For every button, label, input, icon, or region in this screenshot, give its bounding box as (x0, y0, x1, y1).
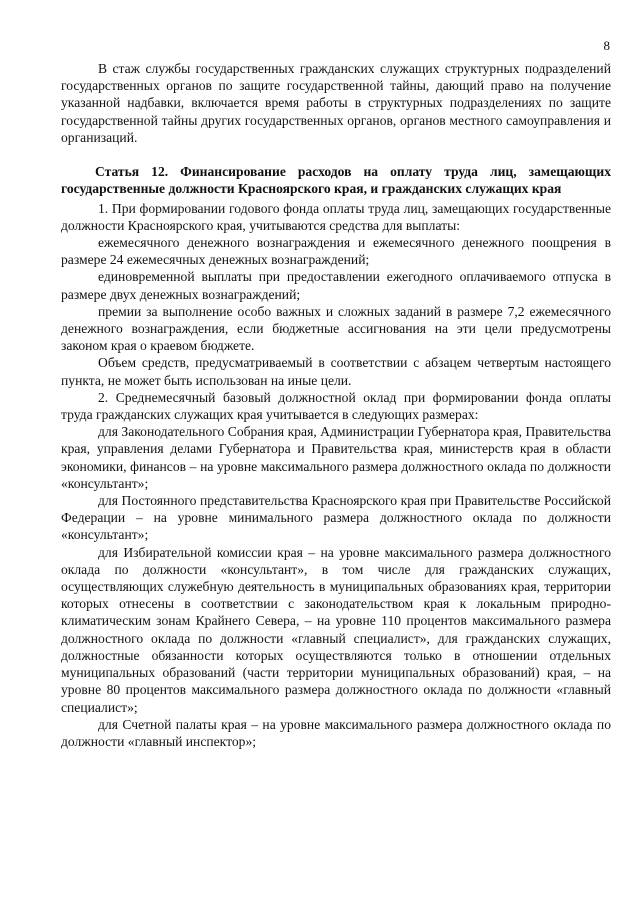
paragraph: для Законодательного Собрания края, Администрации Губернатора края, Правительства края, управления делами Губернатора и Правительства края, министерств края в области экономики, финансов – на уровне максимального размера должностного оклада по должности «консультант»; (61, 424, 611, 491)
paragraph: для Счетной палаты края – на уровне максимального размера должностного оклада по должности «главный инспектор»; (61, 716, 611, 749)
paragraph: для Избирательной комиссии края – на уровне максимального размера должностного оклада по должности «консультант», в том числе для гражданских служащих, осуществляющих служебную деятельность в муниципальных образованиях края, территории которых отнесены в соответствии с законодательством края к локальным природно-климатическим зонам Крайнего Севера, – на уровне 110 процентов максимального размера должностного оклада по должности «главный специалист», для гражданских служащих, должностные обязанности которых осуществляются только в отношении отдельных муниципальных образований (части территории муниципальных образований) края, – на уровне 80 процентов максимального размера должностного оклада по должности «главный специалист»; (61, 544, 611, 715)
paragraph: 2. Среднемесячный базовый должностной оклад при формировании фонда оплаты труда гражданских служащих края учитывается в следующих размерах: (61, 389, 611, 423)
document-body (61, 60, 611, 750)
paragraph: ежемесячного денежного вознаграждения и ежемесячного денежного поощрения в размере 24 ежемесячных денежных вознаграждений; (61, 235, 611, 268)
paragraph: единовременной выплаты при предоставлении ежегодного оплачиваемого отпуска в размере двух денежных вознаграждений; (61, 269, 611, 302)
paragraph: для Постоянного представительства Красноярского края при Правительстве Российской Федерации – на уровне минимального размера должностного оклада по должности «консультант»; (61, 493, 611, 543)
article-heading: Статья 12. Финансирование расходов на оплату труда лиц, замещающих государственные должности Красноярского края, и гражданских служащих края (61, 164, 611, 196)
paragraph: премии за выполнение особо важных и сложных заданий в размере 7,2 ежемесячного денежного вознаграждения, если бюджетные ассигнования на эти цели предусмотрены законом края о краевом бюджете. (61, 303, 611, 354)
paragraph: Объем средств, предусматриваемый в соответствии с абзацем четвертым настоящего пункта, не может быть использован на иные цели. (61, 355, 611, 388)
page-number: 8 (603, 38, 610, 53)
paragraph: 1. При формировании годового фонда оплаты труда лиц, замещающих государственные должности Красноярского края, учитываются средства для выплаты: (61, 200, 611, 233)
intro-paragraph: В стаж службы государственных гражданских служащих структурных подразделений государственных органов по защите государственной тайны, дающий право на получение указанной надбавки, включается время работы в структурных подразделениях по защите государственной тайны других государственных органов, органов местного самоуправления и организаций. (61, 61, 611, 145)
